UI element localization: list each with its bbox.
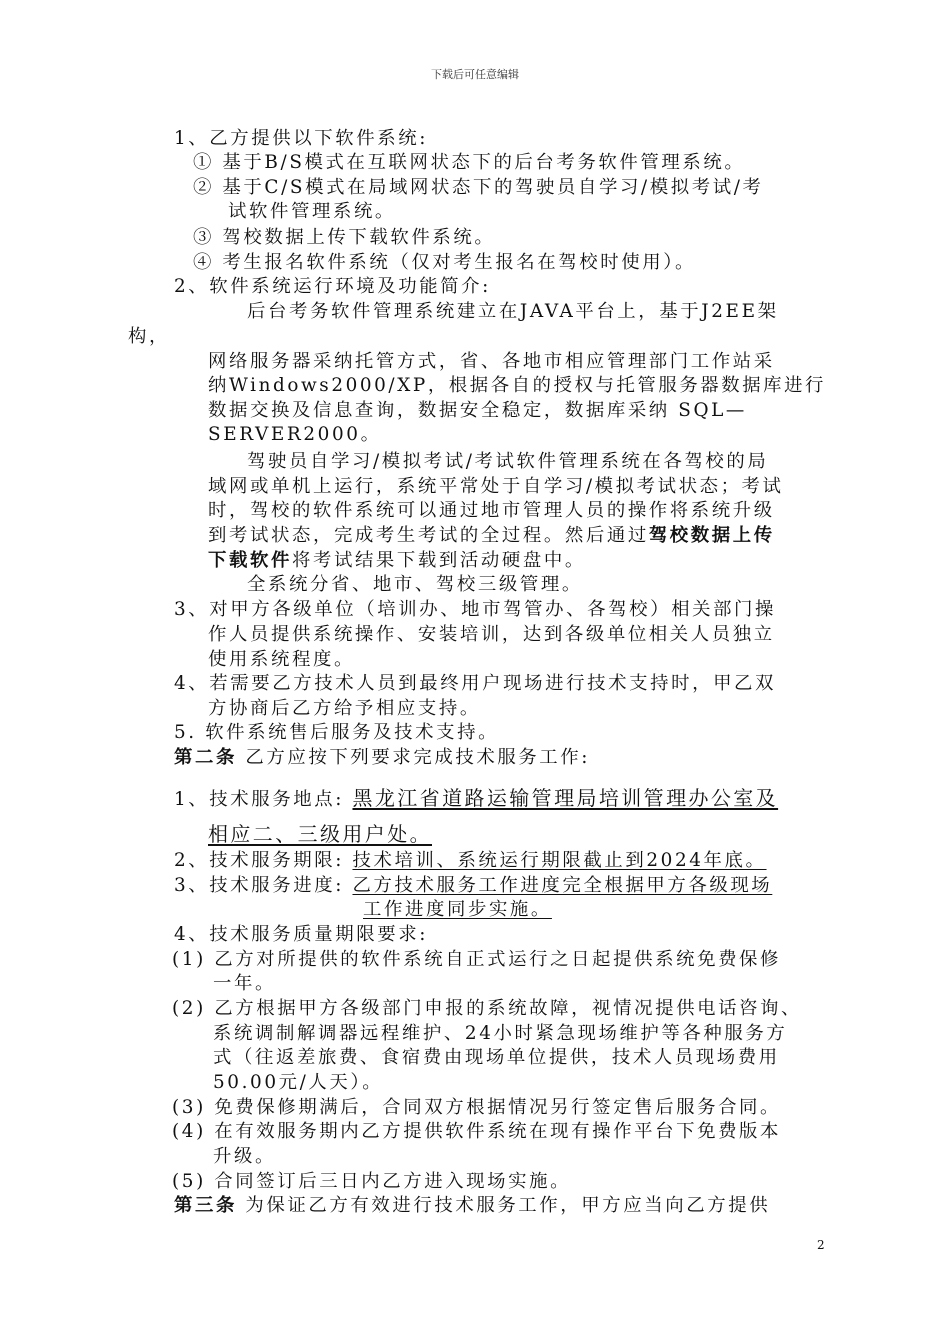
text-run: 50.00元/人天）。 xyxy=(213,1072,384,1093)
text-line-l11 xyxy=(208,374,826,398)
text-line-l21 xyxy=(208,623,775,647)
text-run: (3) 免费保修期满后，合同双方根据情况另行签定售后服务合同。 xyxy=(172,1097,782,1118)
text-line-l04 xyxy=(228,200,396,224)
text-run: 4、若需要乙方技术人员到最终用户现场进行技术支持时，甲乙双 xyxy=(174,673,777,694)
text-run: 式（往返差旅费、食宿费由现场单位提供，技术人员现场费用 xyxy=(213,1047,780,1068)
text-run: 2、软件系统运行环境及功能简介: xyxy=(174,276,491,297)
text-run: 试软件管理系统。 xyxy=(228,201,396,222)
text-run: 3、技术服务进度: xyxy=(174,875,353,896)
text-line-l18 xyxy=(208,549,586,573)
text-line-l22 xyxy=(208,648,355,672)
text-run: 一年。 xyxy=(213,973,276,994)
text-line-l30 xyxy=(174,874,772,898)
text-run: ④ 考生报名软件系统（仅对考生报名在驾校时使用）。 xyxy=(193,252,697,273)
text-run: 域网或单机上运行，系统平常处于自学习/模拟考试状态；考试 xyxy=(208,476,784,497)
text-run: 构， xyxy=(128,326,170,347)
text-run: 乙方应按下列要求完成技术服务工作: xyxy=(236,747,591,768)
text-line-l33 xyxy=(172,948,781,972)
text-run: 为保证乙方有效进行技术服务工作，甲方应当向乙方提供 xyxy=(236,1195,771,1216)
text-run: (2) 乙方根据甲方各级部门申报的系统故障，视情况提供电话咨询、 xyxy=(172,998,803,1019)
text-line-l26 xyxy=(174,746,590,770)
text-run: 系统调制解调器远程维护、24小时紧急现场维护等各种服务方 xyxy=(213,1023,788,1044)
text-line-l09 xyxy=(128,325,170,349)
text-run: 将考试结果下载到活动硬盘中。 xyxy=(291,550,586,571)
text-run: 后台考务软件管理系统建立在JAVA平台上，基于J2EE架 xyxy=(247,301,779,322)
text-line-l14 xyxy=(247,450,768,474)
text-run: 使用系统程度。 xyxy=(208,649,355,670)
text-run: 纳Windows2000/XP，根据各自的授权与托管服务器数据库进行 xyxy=(208,375,827,396)
text-run: 时，驾校的软件系统可以通过地市管理人员的操作将系统升级 xyxy=(208,500,775,521)
text-line-l02 xyxy=(193,151,745,175)
text-line-l27 xyxy=(174,786,778,812)
text-line-l19 xyxy=(247,573,583,597)
text-run: 2、技术服务期限: xyxy=(174,850,353,871)
text-line-l12 xyxy=(208,399,747,423)
text-run: (4) 在有效服务期内乙方提供软件系统在现有操作平台下免费版本 xyxy=(172,1121,782,1142)
text-line-l37 xyxy=(213,1046,780,1070)
text-run: 1、乙方提供以下软件系统: xyxy=(174,128,428,149)
text-line-l29 xyxy=(174,849,767,873)
text-line-l24 xyxy=(208,697,481,721)
text-run: (1) 乙方对所提供的软件系统自正式运行之日起提供系统免费保修 xyxy=(172,949,782,970)
text-run: ③ 驾校数据上传下载软件系统。 xyxy=(193,227,496,248)
text-line-l39 xyxy=(172,1096,781,1120)
text-line-l31 xyxy=(363,898,552,922)
text-run: 黑龙江省道路运输管理局培训管理办公室及 xyxy=(352,786,779,810)
text-line-l20 xyxy=(174,598,776,622)
text-run: 下载软件 xyxy=(208,550,292,571)
text-line-l43 xyxy=(174,1194,770,1218)
text-run: 驾校数据上传 xyxy=(648,525,775,546)
text-line-l08 xyxy=(247,300,779,324)
text-run: 第三条 xyxy=(174,1195,237,1216)
text-run: 网络服务器采纳托管方式，省、各地市相应管理部门工作站采 xyxy=(208,351,775,372)
text-run: SERVER2000。 xyxy=(208,424,382,445)
text-run: 乙方技术服务工作进度完全根据甲方各级现场 xyxy=(352,875,773,896)
text-run: 相应二、三级用户处。 xyxy=(208,822,432,846)
text-line-l16 xyxy=(208,499,775,523)
text-run: 工作进度同步实施。 xyxy=(363,899,552,920)
text-run: 4、技术服务质量期限要求: xyxy=(174,924,428,945)
text-line-l34 xyxy=(213,972,276,996)
text-run: 全系统分省、地市、驾校三级管理。 xyxy=(247,574,583,595)
text-line-l36 xyxy=(213,1022,787,1046)
text-line-l28 xyxy=(208,822,432,848)
text-run: 方协商后乙方给予相应支持。 xyxy=(208,698,481,719)
text-run: 5. 软件系统售后服务及技术支持。 xyxy=(174,722,500,743)
page-header: 下载后可任意编辑 xyxy=(431,68,519,81)
text-run: 1、技术服务地点: xyxy=(174,789,353,810)
text-line-l25 xyxy=(174,721,499,745)
text-line-l01 xyxy=(174,127,428,151)
text-line-l42 xyxy=(172,1170,571,1194)
text-line-l15 xyxy=(208,475,784,499)
text-line-l10 xyxy=(208,350,775,374)
text-line-l41 xyxy=(213,1145,276,1169)
text-run: 到考试状态，完成考生考试的全过程。然后通过 xyxy=(208,525,649,546)
text-run: 驾驶员自学习/模拟考试/考试软件管理系统在各驾校的局 xyxy=(247,451,769,472)
text-line-l38 xyxy=(213,1071,383,1095)
text-run: ① 基于B/S模式在互联网状态下的后台考务软件管理系统。 xyxy=(193,152,746,173)
text-line-l40 xyxy=(172,1120,781,1144)
text-line-l05 xyxy=(193,226,495,250)
text-line-l07 xyxy=(174,275,491,299)
text-line-l13 xyxy=(208,423,382,447)
text-line-l06 xyxy=(193,251,696,275)
text-run: (5) 合同签订后三日内乙方进入现场实施。 xyxy=(172,1171,572,1192)
text-run: 数据交换及信息查询，数据安全稳定，数据库采纳 SQL— xyxy=(208,400,747,421)
page-number: 2 xyxy=(817,1238,825,1252)
text-run: ② 基于C/S模式在局域网状态下的驾驶员自学习/模拟考试/考 xyxy=(193,177,764,198)
text-run: 第二条 xyxy=(174,747,237,768)
text-line-l03 xyxy=(193,176,763,200)
text-run: 升级。 xyxy=(213,1146,276,1167)
text-run: 作人员提供系统操作、安装培训，达到各级单位相关人员独立 xyxy=(208,624,775,645)
text-line-l23 xyxy=(174,672,776,696)
text-line-l32 xyxy=(174,923,428,947)
text-line-l35 xyxy=(172,997,802,1021)
text-line-l17 xyxy=(208,524,775,548)
text-run: 3、对甲方各级单位（培训办、地市驾管办、各驾校）相关部门操 xyxy=(174,599,777,620)
text-run: 技术培训、系统运行期限截止到2024年底。 xyxy=(352,850,767,871)
